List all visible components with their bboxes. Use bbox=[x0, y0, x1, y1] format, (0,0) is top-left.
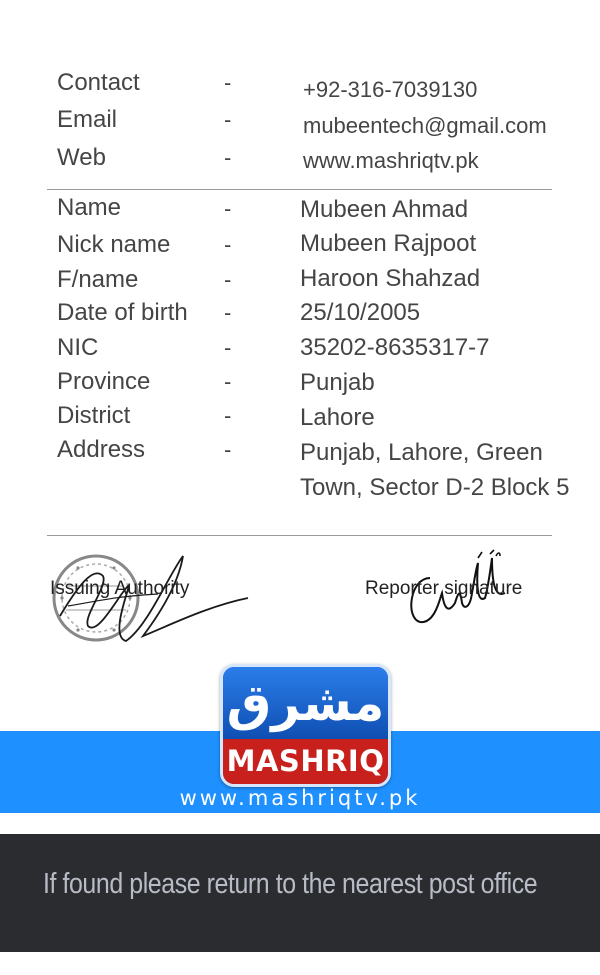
nickname-value: Mubeen Rajpoot bbox=[300, 230, 477, 257]
divider-top bbox=[47, 189, 552, 190]
province-value: Punjab bbox=[300, 369, 375, 396]
web-label: Web bbox=[57, 144, 106, 171]
nic-value: 35202-8635317-7 bbox=[300, 334, 490, 361]
mashriq-logo bbox=[220, 664, 391, 787]
address-label: Address bbox=[57, 436, 146, 463]
address-value-line1: Punjab, Lahore, Green bbox=[300, 439, 543, 466]
footer bbox=[0, 834, 600, 952]
web-separator: - bbox=[224, 145, 232, 170]
father-name-value: Haroon Shahzad bbox=[300, 265, 481, 292]
nickname-separator: - bbox=[224, 232, 232, 257]
dob-separator: - bbox=[224, 300, 232, 325]
district-label: District bbox=[57, 402, 131, 429]
web-value: www.mashriqtv.pk bbox=[303, 148, 479, 173]
district-value: Lahore bbox=[300, 404, 375, 431]
name-label: Name bbox=[57, 194, 122, 221]
dob-label: Date of birth bbox=[57, 299, 188, 326]
email-separator: - bbox=[224, 107, 232, 132]
nic-label: NIC bbox=[57, 334, 99, 361]
contact-separator: - bbox=[224, 70, 232, 95]
reporter-signature-label: Reporter signature bbox=[365, 578, 523, 599]
email-value: mubeentech@gmail.com bbox=[303, 113, 547, 138]
email-label: Email bbox=[57, 106, 118, 133]
father-name-separator: - bbox=[224, 267, 232, 292]
logo-urdu-text: مشرق bbox=[226, 674, 385, 732]
contact-value: +92-316-7039130 bbox=[303, 77, 478, 102]
district-separator: - bbox=[224, 403, 232, 428]
issuing-authority-label: Issuing Authority bbox=[50, 578, 190, 599]
province-separator: - bbox=[224, 369, 232, 394]
divider-bottom bbox=[47, 535, 552, 536]
website-url[interactable]: www.mashriqtv.pk bbox=[179, 786, 421, 810]
contact-label: Contact bbox=[57, 69, 140, 96]
father-name-label: F/name bbox=[57, 266, 139, 293]
footer-text: If found please return to the nearest post office bbox=[43, 868, 538, 900]
address-separator: - bbox=[224, 437, 232, 462]
province-label: Province bbox=[57, 368, 151, 395]
dob-value: 25/10/2005 bbox=[300, 299, 421, 326]
address-value-line2: Town, Sector D-2 Block 5 bbox=[300, 474, 570, 501]
nic-separator: - bbox=[224, 335, 232, 360]
logo-english-text: MASHRIQ bbox=[226, 744, 385, 778]
name-separator: - bbox=[224, 196, 232, 221]
issuing-stamp-icon bbox=[48, 546, 258, 656]
nickname-label: Nick name bbox=[57, 231, 171, 258]
name-value: Mubeen Ahmad bbox=[300, 196, 469, 223]
